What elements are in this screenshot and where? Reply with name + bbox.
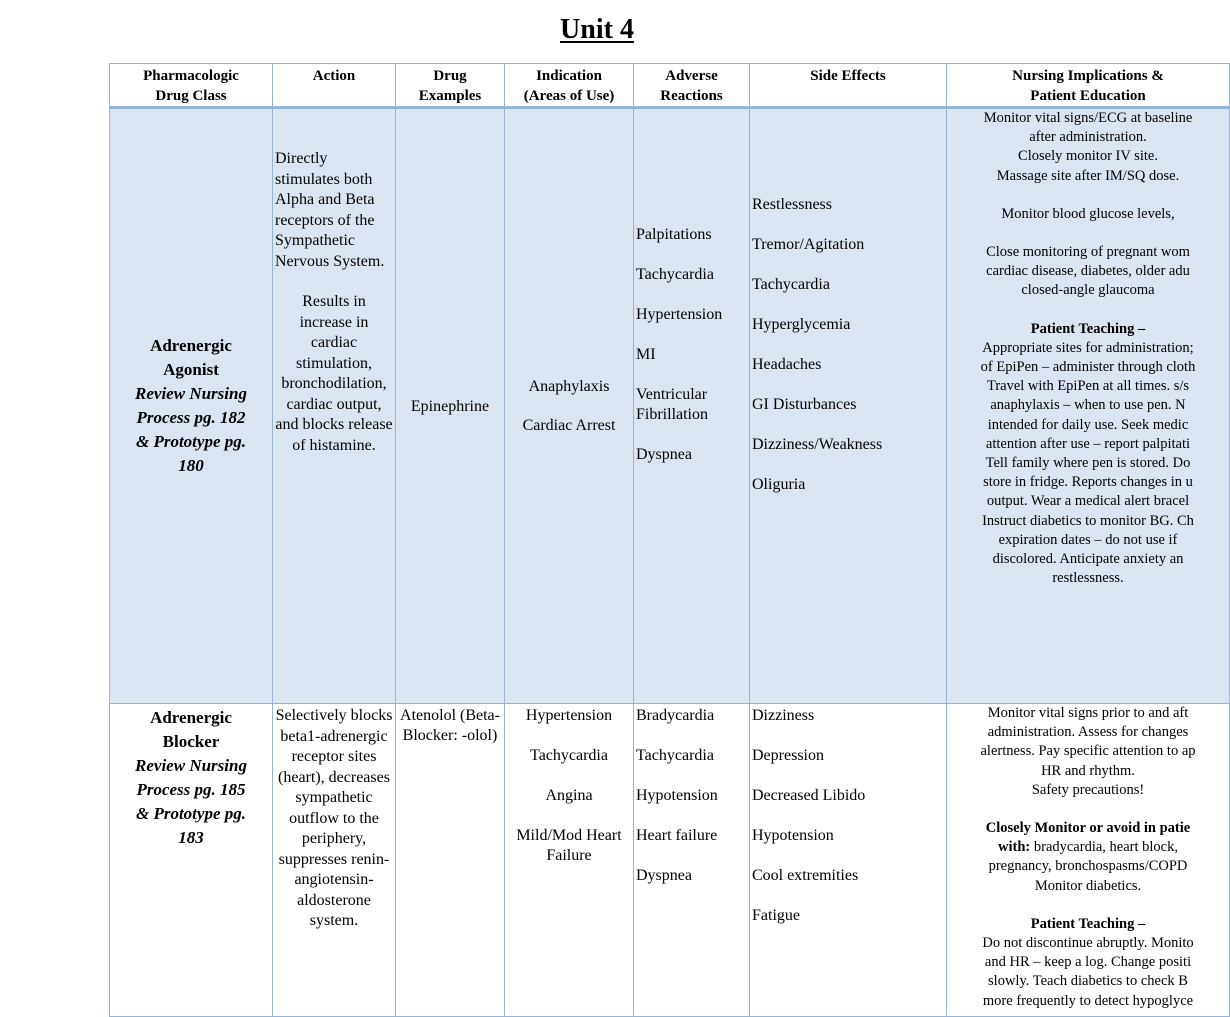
indication-cell [505, 704, 634, 1017]
adverse-reaction-item: Heart failure [636, 827, 718, 844]
teaching-line: more frequently to detect hypoglyce [982, 992, 1194, 1009]
class-name: Blocker [162, 732, 220, 751]
drug-example: Epinephrine [410, 397, 490, 415]
header-text: Adverse [665, 68, 718, 84]
header-text: Reactions [660, 88, 723, 104]
class-reference: Review Nursing [135, 756, 247, 775]
header-text: Drug Class [155, 88, 227, 104]
teaching-line: restlessness. [1052, 570, 1124, 587]
teaching-line: discolored. Anticipate anxiety an [992, 551, 1184, 568]
header-side-effects [750, 64, 947, 108]
side-effect-item: Oliguria [752, 476, 806, 493]
action-text: Selectively blocks beta1-adrenergic receptor sites (heart), decreases sympathetic outflow to the periphery, suppresses renin-angiotensin-aldosterone system. [275, 707, 393, 929]
adverse-reaction-item: Hypotension [636, 787, 718, 804]
monitor-avoid-heading: with: [998, 839, 1031, 856]
adverse-reaction-item: Bradycardia [636, 707, 715, 724]
patient-teaching-heading: Patient Teaching – [1030, 915, 1146, 932]
teaching-line: Do not discontinue abruptly. Monito [982, 935, 1194, 952]
class-reference: & Prototype pg. [135, 432, 246, 451]
indication-item: Hypertension [525, 707, 613, 724]
drug-class-cell [110, 108, 273, 704]
monitor-avoid-heading: Closely Monitor or avoid in patie [985, 820, 1191, 837]
patient-teaching-heading: Patient Teaching – [1030, 320, 1146, 337]
nursing-line: alertness. Pay specific attention to ap [980, 743, 1196, 760]
side-effects-cell [750, 704, 947, 1017]
header-text: Patient Education [1030, 88, 1146, 104]
page-title: Unit 4 [560, 14, 634, 45]
monitor-avoid-line [949, 838, 1227, 857]
teaching-line: of EpiPen – administer through cloth [980, 359, 1196, 376]
nursing-line: Monitor blood glucose levels, [1001, 205, 1175, 222]
nursing-line: HR and rhythm. [1041, 762, 1135, 779]
nursing-line: Massage site after IM/SQ dose. [996, 167, 1180, 184]
header-text: Pharmacologic [143, 68, 239, 84]
nursing-line: after administration. [1029, 129, 1147, 146]
side-effect-item: Decreased Libido [752, 787, 866, 804]
drug-class-cell [110, 704, 273, 1017]
teaching-line: Appropriate sites for administration; [982, 339, 1194, 356]
nursing-line: Monitor vital signs prior to and aft [987, 705, 1189, 721]
side-effect-item: Cool extremities [752, 867, 859, 884]
action-text: Directly stimulates both Alpha and Beta receptors of the Sympathetic Nervous System. [275, 150, 385, 270]
class-name: Agonist [163, 360, 219, 379]
teaching-line: store in fridge. Reports changes in u [983, 474, 1193, 491]
spacer [949, 224, 1227, 243]
teaching-line: and HR – keep a log. Change positi [984, 954, 1192, 971]
header-drug-examples [396, 64, 505, 108]
adverse-reactions-cell [634, 704, 750, 1017]
drug-examples-cell [396, 108, 505, 704]
class-name: Adrenergic [150, 708, 232, 727]
teaching-line: expiration dates – do not use if [998, 531, 1178, 548]
side-effect-item: Tachycardia [752, 276, 830, 293]
side-effect-item: GI Disturbances [752, 396, 857, 413]
nursing-line: Safety precautions! [1031, 781, 1145, 798]
nursing-line: bradycardia, heart block, [1030, 839, 1178, 856]
indication-cell [505, 108, 634, 704]
class-reference: & Prototype pg. [135, 804, 246, 823]
nursing-implications-cell [947, 704, 1230, 1017]
spacer [949, 186, 1227, 205]
side-effect-item: Fatigue [752, 907, 800, 924]
teaching-line: slowly. Teach diabetics to check B [988, 973, 1188, 990]
header-text: Drug [433, 68, 467, 84]
adverse-reaction-item: Tachycardia [636, 266, 714, 283]
nursing-implications-cell [947, 108, 1230, 704]
table-row-adrenergic-blocker [110, 704, 1230, 1017]
header-text: Nursing Implications & [1012, 68, 1164, 84]
adverse-reaction-item: Ventricular Fibrillation [636, 386, 708, 423]
drug-example: Atenolol (Beta-Blocker: -olol) [400, 707, 500, 744]
adverse-reaction-item: Dyspnea [636, 867, 692, 884]
nursing-line: pregnancy, bronchospasms/COPD [988, 858, 1188, 875]
drug-table [109, 63, 1230, 1017]
nursing-line: Close monitoring of pregnant wom [986, 244, 1190, 261]
nursing-line: administration. Assess for changes [987, 724, 1189, 741]
nursing-line: cardiac disease, diabetes, older adu [986, 263, 1190, 280]
class-reference: Review Nursing [135, 384, 247, 403]
indication-item: Angina [545, 787, 593, 804]
class-reference: 180 [178, 456, 204, 475]
indication-item: Tachycardia [530, 747, 608, 764]
class-reference: Process pg. 185 [136, 780, 246, 799]
header-drug-class [110, 64, 273, 108]
nursing-line: Monitor vital signs/ECG at baseline [983, 110, 1193, 126]
class-name: Adrenergic [150, 336, 232, 355]
header-adverse-reactions [634, 64, 750, 108]
header-text: Action [312, 68, 356, 84]
nursing-line: Monitor diabetics. [1034, 877, 1142, 894]
adverse-reaction-item: Hypertension [636, 306, 723, 323]
header-text: (Areas of Use) [523, 88, 615, 104]
header-indication [505, 64, 634, 108]
teaching-line: Instruct diabetics to monitor BG. Ch [982, 512, 1194, 529]
indication-item: Mild/Mod Heart Failure [516, 827, 622, 864]
table-header-row [110, 64, 1230, 108]
class-reference: 183 [178, 828, 204, 847]
header-nursing-implications [947, 64, 1230, 108]
nursing-line: Closely monitor IV site. [1018, 148, 1158, 165]
teaching-line: attention after use – report palpitati [985, 435, 1191, 452]
adverse-reaction-item: Palpitations [636, 226, 712, 243]
header-text: Side Effects [810, 68, 886, 84]
class-reference: Process pg. 182 [136, 408, 246, 427]
side-effect-item: Tremor/Agitation [752, 236, 865, 253]
adverse-reaction-item: Dyspnea [636, 446, 692, 463]
spacer [949, 896, 1227, 915]
table-row-adrenergic-agonist [110, 108, 1230, 704]
side-effects-cell [750, 108, 947, 704]
side-effect-item: Hyperglycemia [752, 316, 851, 333]
action-cell [273, 108, 396, 704]
header-text: Examples [418, 88, 482, 104]
adverse-reactions-cell [634, 108, 750, 704]
drug-examples-cell [396, 704, 505, 1017]
spacer [949, 301, 1227, 320]
side-effect-item: Dizziness/Weakness [752, 436, 883, 453]
side-effect-item: Restlessness [752, 196, 832, 213]
spacer [949, 800, 1227, 819]
adverse-reaction-item: Tachycardia [636, 747, 714, 764]
indication-item: Cardiac Arrest [522, 417, 616, 434]
side-effect-item: Depression [752, 747, 824, 764]
teaching-line: Tell family where pen is stored. Do [985, 455, 1191, 472]
teaching-line: output. Wear a medical alert bracel [986, 493, 1190, 510]
nursing-line: closed-angle glaucoma [1021, 282, 1155, 299]
header-text: Indication [536, 68, 602, 84]
action-text: Results in increase in cardiac stimulation, bronchodilation, cardiac output, and blocks release of histamine. [275, 293, 393, 454]
teaching-line: Travel with EpiPen at all times. s/s [986, 378, 1190, 395]
teaching-line: intended for daily use. Seek medic [987, 416, 1189, 433]
teaching-line: anaphylaxis – when to use pen. N [990, 397, 1186, 414]
adverse-reaction-item: MI [636, 346, 656, 363]
action-cell [273, 704, 396, 1017]
side-effect-item: Dizziness [752, 707, 815, 724]
side-effect-item: Hypotension [752, 827, 834, 844]
indication-item: Anaphylaxis [528, 378, 610, 395]
side-effect-item: Headaches [752, 356, 822, 373]
header-action [273, 64, 396, 108]
